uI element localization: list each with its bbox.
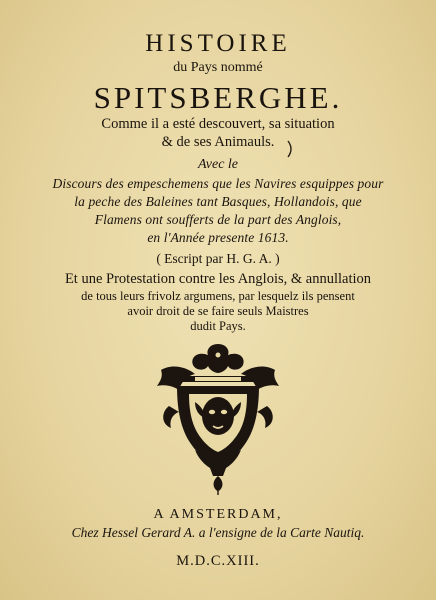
discours-line: la peche des Baleines tant Basques, Hollandois, que — [74, 194, 362, 209]
imprint-printer: Chez Hessel Gerard A. a l'ensigne de la Carte Nautiq. — [71, 525, 365, 540]
author-note: ( Escript par H. G. A. ) — [156, 251, 280, 266]
avec-le: Avec le — [197, 157, 239, 172]
discours-line: Flamens ont soufferts de la part des Anglois, — [94, 212, 342, 227]
subtitle-line-1: Comme il a esté descouvert, sa situation — [101, 116, 335, 132]
title-du-pays: du Pays nommé — [173, 60, 263, 75]
title-histoire: HISTOIRE — [145, 30, 291, 57]
imprint-date: M.D.C.XIII. — [176, 553, 260, 569]
protestation-line: avoir droit de se faire seuls Maistres — [127, 304, 309, 318]
title-spitsberghe: SPITSBERGHE. — [93, 80, 343, 115]
bracket-mark-icon — [287, 140, 295, 158]
protestation-line: de tous leurs frivolz argumens, par lesquelz ils pensent — [81, 289, 355, 303]
subtitle-line-2: & de ses Animauls. — [161, 134, 275, 150]
discours-line: Discours des empeschemens que les Navires esquippes pour — [52, 176, 384, 191]
protestation-line: Et une Protestation contre les Anglois, & annullation — [64, 271, 372, 287]
imprint-place: A AMSTERDAM, — [153, 507, 283, 522]
discours-line: en l'Année presente 1613. — [147, 230, 289, 245]
protestation-line: dudit Pays. — [190, 319, 246, 333]
printers-device-ornament-icon — [155, 340, 281, 496]
